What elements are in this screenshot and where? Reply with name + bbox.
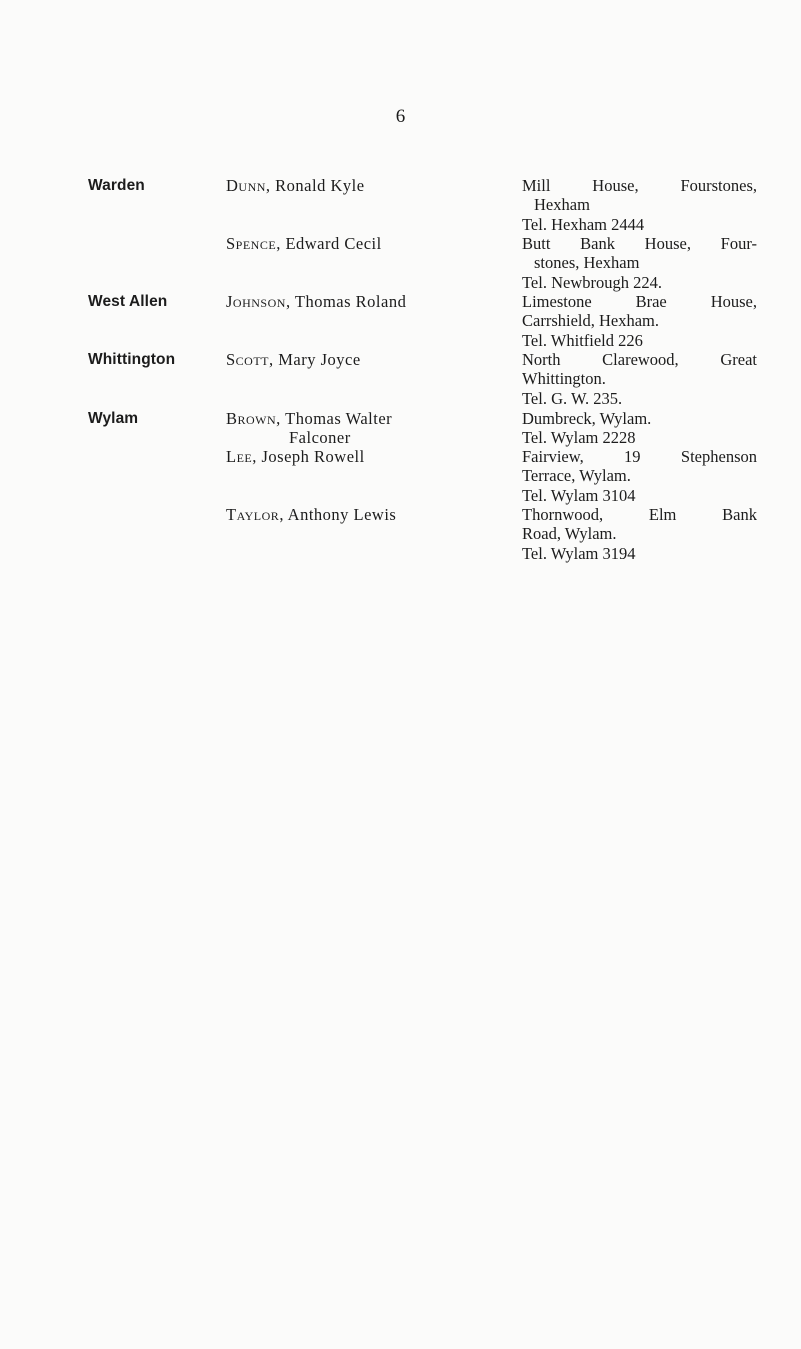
forenames: , Joseph Rowell xyxy=(252,447,365,466)
place-name: West Allen xyxy=(88,293,168,310)
address-line: Fairview, 19 Stephenson xyxy=(522,447,757,466)
surname: Scott xyxy=(226,350,270,369)
address-line: Hexham xyxy=(534,195,590,215)
person-name xyxy=(226,350,496,369)
address-line: Tel. Newbrough 224. xyxy=(522,272,662,292)
person-name xyxy=(226,292,496,311)
person-address xyxy=(522,447,757,505)
address-line: Tel. Wylam 2228 xyxy=(522,428,636,448)
person-address xyxy=(522,176,757,234)
forenames: , Thomas Walter xyxy=(276,409,393,428)
surname: Brown xyxy=(226,409,277,428)
surname: Spence xyxy=(226,234,277,253)
person-name xyxy=(226,234,496,253)
address-line: stones, Hexham xyxy=(534,253,640,273)
surname: Lee xyxy=(226,447,253,466)
address-line: Tel. Hexham 2444 xyxy=(522,214,645,234)
place-name: Warden xyxy=(88,177,145,194)
page-number: 6 xyxy=(395,106,406,127)
forenames-continued: Falconer xyxy=(289,428,351,448)
person-name xyxy=(226,505,496,524)
place-name: Whittington xyxy=(88,351,176,368)
forenames: , Edward Cecil xyxy=(276,234,382,253)
address-line: Tel. Wylam 3194 xyxy=(522,543,636,563)
forenames: , Ronald Kyle xyxy=(265,176,365,195)
surname: Taylor xyxy=(226,505,280,524)
address-line: Road, Wylam. xyxy=(522,524,617,544)
address-line: Thornwood, Elm Bank xyxy=(522,505,757,524)
person-address xyxy=(522,350,757,408)
forenames: , Anthony Lewis xyxy=(279,505,397,524)
address-line: Carrshield, Hexham. xyxy=(522,311,660,331)
place-name: Wylam xyxy=(88,410,139,427)
forenames: , Thomas Roland xyxy=(285,292,407,311)
address-line: Butt Bank House, Four- xyxy=(522,234,757,253)
address-line: Terrace, Wylam. xyxy=(522,466,631,486)
address-line: Tel. G. W. 235. xyxy=(522,388,623,408)
address-line: Limestone Brae House, xyxy=(522,292,757,311)
person-name xyxy=(226,176,496,195)
address-line: Mill House, Fourstones, xyxy=(522,176,757,195)
address-line: Tel. Whitfield 226 xyxy=(522,330,643,350)
person-address xyxy=(522,409,757,448)
person-name xyxy=(226,409,496,448)
forenames: , Mary Joyce xyxy=(269,350,361,369)
address-line: Dumbreck, Wylam. xyxy=(522,409,652,428)
address-line: North Clarewood, Great xyxy=(522,350,757,369)
surname: Johnson xyxy=(226,292,286,311)
person-address xyxy=(522,505,757,563)
person-address xyxy=(522,292,757,350)
surname: Dunn xyxy=(226,176,266,195)
address-line: Whittington. xyxy=(522,369,606,389)
address-line: Tel. Wylam 3104 xyxy=(522,485,636,505)
person-name xyxy=(226,447,496,466)
person-address xyxy=(522,234,757,292)
